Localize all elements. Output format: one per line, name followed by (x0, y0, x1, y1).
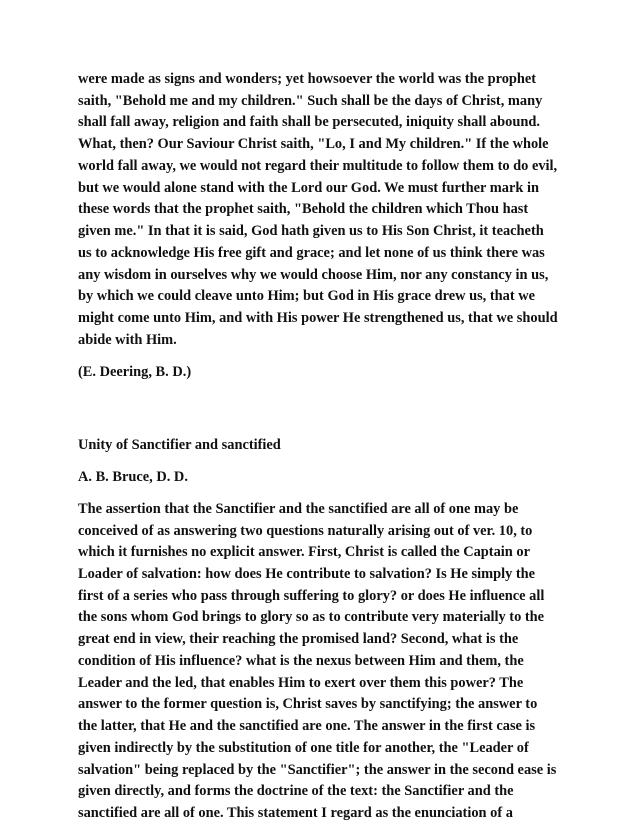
text-line: shall fall away, religion and faith shall be persecuted, iniquity shall abound. (78, 114, 540, 131)
text-line: salvation" being replaced by the "Sanctifier"; the answer in the second ease is (78, 761, 557, 778)
text-line: us to acknowledge His free gift and grace; and let none of us think there was (78, 244, 545, 261)
text-line: the latter, that He and the sanctified are one. The answer in the first case is (78, 718, 536, 735)
text-line: given indirectly by the substitution of one title for another, the "Leader of (78, 739, 529, 756)
text-line: sanctified are all of one. This statement I regard as the enunciation of a (78, 805, 513, 821)
text-line: What, then? Our Saviour Christ saith, "Lo, I and My children." If the whole (78, 136, 549, 153)
text-line: conceived of as answering two questions naturally arising out of ver. 10, to (78, 522, 533, 539)
author: A. B. Bruce, D. D. (78, 468, 188, 485)
text-line: abide with Him. (78, 331, 177, 348)
text-line: the sons whom God brings to glory so as to contribute very materially to the (78, 609, 545, 626)
text-line: Loader of salvation: how does He contribute to salvation? Is He simply the (78, 566, 536, 582)
text-line: these words that the prophet saith, "Behold the children which Thou hast (78, 201, 529, 218)
text-line: but we would alone stand with the Lord our God. We must further mark in (78, 179, 539, 196)
text-line: condition of His influence? what is the nexus between Him and them, the (78, 652, 524, 669)
text-line: Leader and the led, that enables Him to exert over them this power? The (78, 674, 524, 691)
text-line: The assertion that the Sanctifier and the sanctified are all of one may be (78, 500, 519, 517)
text-line: given directly, and forms the doctrine of the text: the Sanctifier and the (78, 783, 514, 800)
text-line: any wisdom in ourselves why we would choose Him, nor any constancy in us, (78, 266, 549, 283)
text-line: world fall away, we would not regard their multitude to follow them to do evil, (78, 157, 558, 174)
text-line: answer to the former question is, Christ saves by sanctifying; the answer to (78, 696, 538, 713)
text-line: might come unto Him, and with His power He strengthened us, that we should (78, 309, 558, 326)
text-line: first of a series who pass through suffering to glory? or does He influence all (78, 587, 545, 604)
text-line: were made as signs and wonders; yet howsoever the world was the prophet (78, 71, 537, 87)
text-line: which it furnishes no explicit answer. First, Christ is called the Captain or (78, 544, 530, 561)
text-line: given me." In that it is said, God hath given us to His Son Christ, it teacheth (78, 223, 544, 240)
section-title: Unity of Sanctifier and sanctified (78, 436, 281, 453)
text-line: by which we could cleave unto Him; but God in His grace drew us, that we (78, 288, 536, 305)
text-line: great end in view, their reaching the promised land? Second, what is the (78, 631, 519, 648)
attribution: (E. Deering, B. D.) (78, 363, 192, 380)
text-line: saith, "Behold me and my children." Such shall be the days of Christ, many (78, 92, 543, 109)
